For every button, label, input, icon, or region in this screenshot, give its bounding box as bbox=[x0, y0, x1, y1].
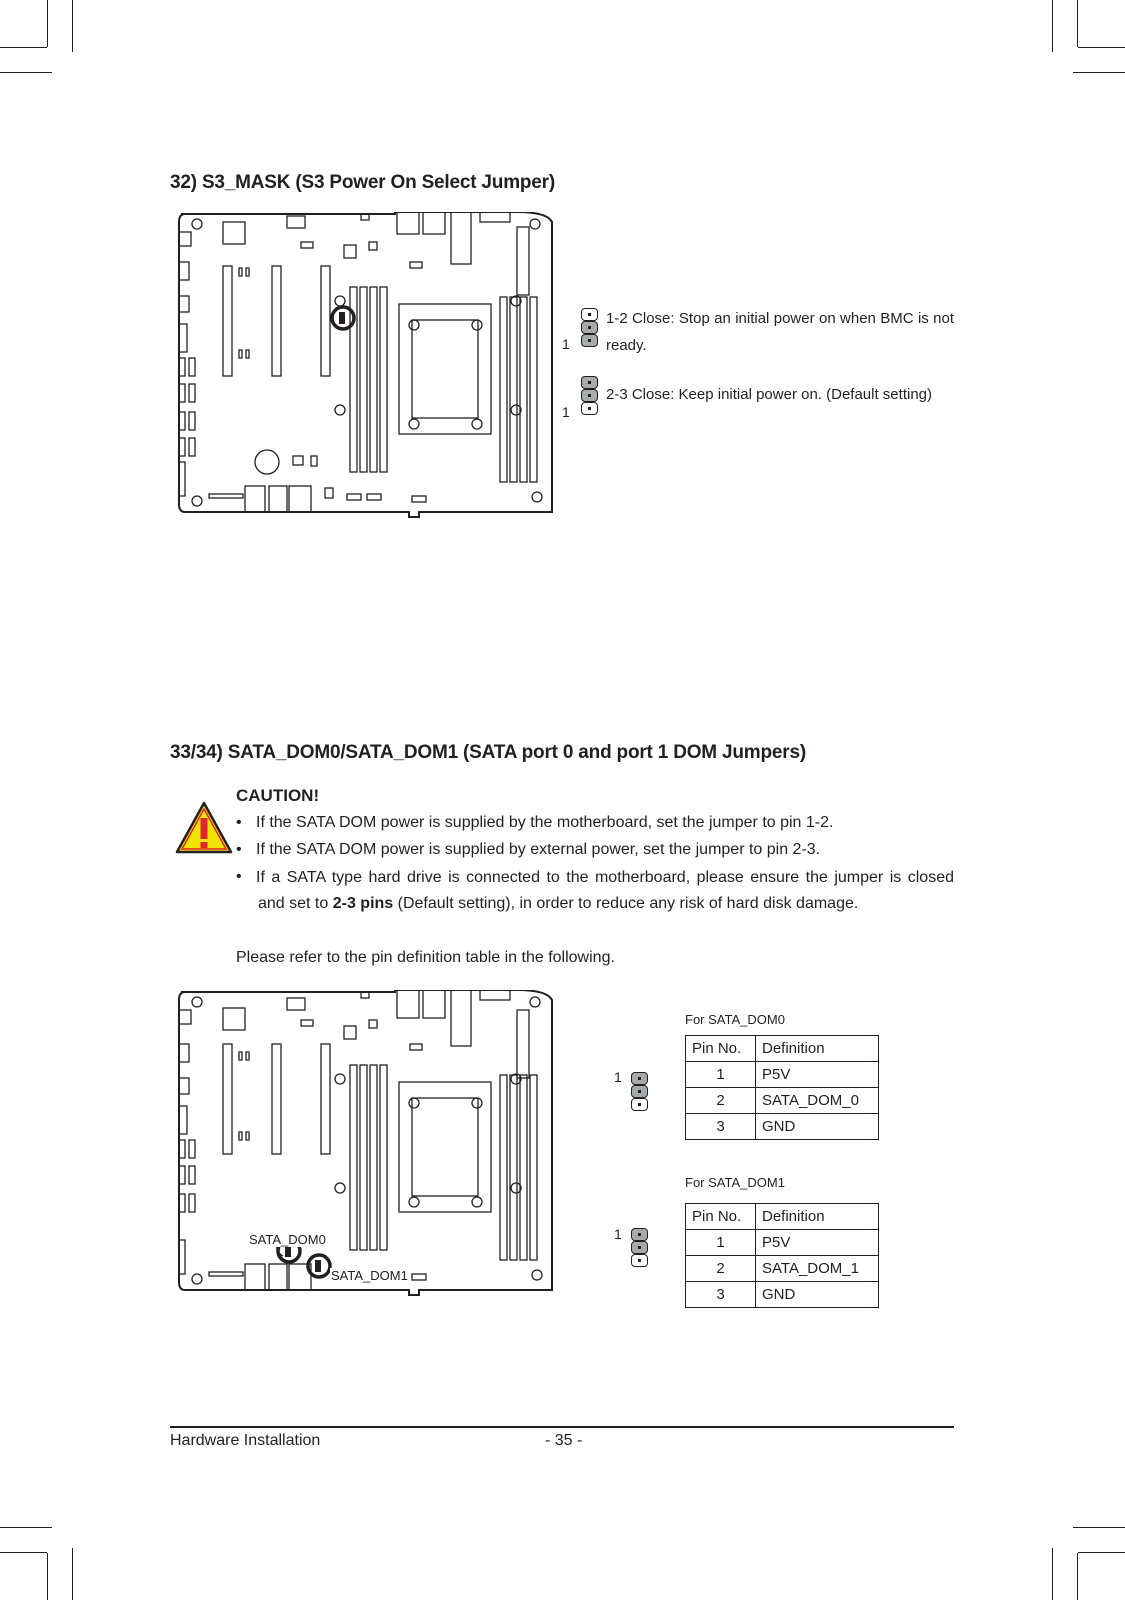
crop-mark bbox=[47, 1553, 48, 1600]
jumper-pin-icon bbox=[631, 1228, 648, 1241]
refer-text: Please refer to the pin definition table in the following. bbox=[236, 949, 615, 966]
table-row bbox=[686, 1062, 879, 1088]
bullet-dot: • bbox=[236, 814, 242, 831]
pin-no-cell: 2 bbox=[686, 1256, 756, 1282]
pin-table-dom0 bbox=[685, 1035, 879, 1140]
pin-no-cell: 1 bbox=[686, 1062, 756, 1088]
crop-mark bbox=[1073, 72, 1125, 73]
footer-rule bbox=[170, 1426, 954, 1428]
motherboard-layout-1 bbox=[177, 212, 557, 518]
definition-cell: P5V bbox=[756, 1230, 879, 1256]
caution-bullet-2: If the SATA DOM power is supplied by external power, set the jumper to pin 2-3. bbox=[256, 841, 821, 858]
jumper-pin-icon bbox=[631, 1098, 648, 1111]
jumper-pin-icon bbox=[581, 321, 598, 334]
page-number: - 35 - bbox=[545, 1432, 583, 1449]
pin-one-label: 1 bbox=[614, 1226, 622, 1242]
pin-no-cell: 1 bbox=[686, 1230, 756, 1256]
jumper-pin-icon bbox=[581, 402, 598, 415]
caution-bullet-3 bbox=[256, 864, 954, 891]
definition-cell: P5V bbox=[756, 1062, 879, 1088]
crop-mark bbox=[1073, 1527, 1125, 1528]
caution-bullet-3-continuation bbox=[258, 895, 858, 913]
bullet-3-pre: and set to bbox=[258, 895, 333, 912]
bullet-3-bold: 2-3 pins bbox=[332, 895, 394, 912]
crop-mark bbox=[72, 0, 73, 52]
crop-mark bbox=[1077, 1553, 1078, 1600]
jumper-pin-icon bbox=[581, 334, 598, 347]
table-row bbox=[686, 1088, 879, 1114]
crop-mark bbox=[47, 0, 48, 47]
label-sata-dom1: SATA_DOM1 bbox=[331, 1268, 408, 1283]
caution-title: CAUTION! bbox=[236, 786, 320, 805]
jumper-pin-icon bbox=[581, 376, 598, 389]
crop-mark bbox=[72, 1548, 73, 1600]
crop-mark bbox=[0, 1552, 47, 1553]
crop-mark bbox=[0, 1527, 52, 1528]
table-row bbox=[686, 1114, 879, 1140]
caution-bullet-3-text: If a SATA type hard drive is connected to the motherboard, please ensure the jumper is closed bbox=[256, 869, 954, 886]
definition-cell: SATA_DOM_1 bbox=[756, 1256, 879, 1282]
crop-mark bbox=[1052, 1548, 1053, 1600]
section-33-34-heading: 33/34) SATA_DOM0/SATA_DOM1 (SATA port 0 and port 1 DOM Jumpers) bbox=[170, 742, 806, 763]
crop-mark bbox=[0, 72, 52, 73]
table-header-row bbox=[686, 1204, 879, 1230]
bullet-dot: • bbox=[236, 868, 242, 885]
definition-cell: GND bbox=[756, 1114, 879, 1140]
section-32-heading: 32) S3_MASK (S3 Power On Select Jumper) bbox=[170, 172, 555, 193]
motherboard-layout-2 bbox=[177, 990, 557, 1296]
footer-section-title: Hardware Installation bbox=[170, 1432, 321, 1449]
crop-mark bbox=[1078, 1552, 1125, 1553]
table-caption-dom1: For SATA_DOM1 bbox=[685, 1175, 785, 1190]
table-header-row bbox=[686, 1036, 879, 1062]
pin-no-cell: 3 bbox=[686, 1282, 756, 1308]
caution-bullet-1: If the SATA DOM power is supplied by the motherboard, set the jumper to pin 1-2. bbox=[256, 814, 834, 831]
motherboard-diagram-sata-dom bbox=[177, 990, 557, 1296]
caution-icon bbox=[174, 800, 234, 856]
crop-mark bbox=[1077, 0, 1078, 47]
label-sata-dom0: SATA_DOM0 bbox=[249, 1232, 326, 1247]
header-pin-no: Pin No. bbox=[686, 1204, 756, 1230]
header-definition: Definition bbox=[756, 1036, 879, 1062]
jumper-pin-icon bbox=[631, 1072, 648, 1085]
jumper-pin-icon bbox=[631, 1085, 648, 1098]
pin-one-label: 1 bbox=[614, 1069, 622, 1085]
crop-mark bbox=[0, 47, 47, 48]
table-row bbox=[686, 1282, 879, 1308]
option-1-2-close: 1-2 Close: Stop an initial power on when BMC is not ready. bbox=[606, 310, 954, 354]
definition-cell: GND bbox=[756, 1282, 879, 1308]
jumper-pin-icon bbox=[581, 389, 598, 402]
crop-mark bbox=[1078, 47, 1125, 48]
bullet-dot: • bbox=[236, 841, 242, 858]
pin-no-cell: 2 bbox=[686, 1088, 756, 1114]
jumper-pin-icon bbox=[631, 1254, 648, 1267]
header-pin-no: Pin No. bbox=[686, 1036, 756, 1062]
pin-table-dom1 bbox=[685, 1203, 879, 1308]
option-2-3-close: 2-3 Close: Keep initial power on. (Default setting) bbox=[606, 386, 933, 403]
bullet-3-post: (Default setting), in order to reduce any risk of hard disk damage. bbox=[393, 895, 859, 912]
crop-mark bbox=[1052, 0, 1053, 52]
table-caption-dom0: For SATA_DOM0 bbox=[685, 1012, 785, 1027]
header-definition: Definition bbox=[756, 1204, 879, 1230]
pin-one-label: 1 bbox=[562, 404, 570, 420]
definition-cell: SATA_DOM_0 bbox=[756, 1088, 879, 1114]
pin-no-cell: 3 bbox=[686, 1114, 756, 1140]
table-row bbox=[686, 1256, 879, 1282]
jumper-pin-icon bbox=[581, 308, 598, 321]
table-row bbox=[686, 1230, 879, 1256]
pin-one-label: 1 bbox=[562, 336, 570, 352]
motherboard-diagram-s3-mask bbox=[177, 212, 557, 518]
jumper-pin-icon bbox=[631, 1241, 648, 1254]
